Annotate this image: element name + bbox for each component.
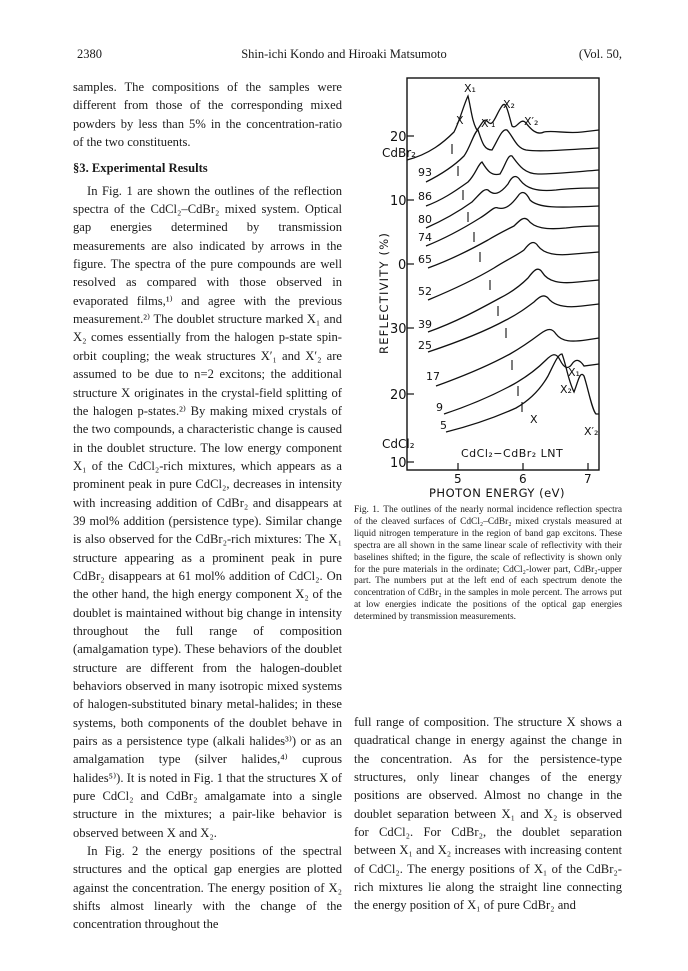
cdcl2-label: CdCl₂ (382, 437, 415, 451)
x-tick-label: 5 (454, 472, 462, 486)
peak-label-x2: X₂ (503, 98, 515, 111)
concentration-label: 5 (440, 419, 447, 432)
peak-label-x2-prime: X′₂ (524, 115, 539, 128)
figure-caption (354, 505, 622, 624)
caption-label: Fig. 1. (354, 505, 380, 515)
figure-1 (360, 70, 622, 502)
y-tick-label: 30 (390, 322, 407, 337)
results-paragraph-2: In Fig. 2 the energy positions of the spectral structures and the optical gap energies are plotted against the concentration. The energy position of X₂ shifts almost linearly with the change of the concentration throughout the (73, 844, 342, 932)
intro-paragraph: samples. The compositions of the samples were different from those of the corresponding mixed powders by less than 5% in the concentration-ratio of the two constituents. (73, 80, 342, 150)
results-paragraph-1: In Fig. 1 are shown the outlines of the reflection spectra of the CdCl₂–CdBr₂ mixed system. Optical gap energies determined by transmission measurements are also indicated by arrows in the figure. The spectra of the pure compounds are well resolved as compared with those observed in evaporated films,¹⁾ and agree with the previous measurement.²⁾ The doublet structure marked X₁ and X₂ comes essentially from the halogen p-state spin-orbit coupling; the weak structures X′₁ and X′₂ are assumed to be due to n=2 excitons; the additional structure X originates in the crystal-field splitting of the halogen p-states.²⁾ By making mixed crystals of the two compounds, a characteristic change is caused in the doublet structure. The low energy component X₁ of the CdCl₂-rich mixtures, which appears as a prominent peak in pure CdCl₂, decreases in intensity with increasing addition of CdBr₂ and disappears at 39 mol% addition (persistence type). Similar change is also observed for the CdBr₂-rich mixtures: The X₁ structure appearing as a prominent peak in pure CdBr₂ disappears at 61 mol% addition of CdCl₂. On the other hand, the high energy component X₂ of the doublet is maintained without big change in intensity throughout the full range of composition (amalgamation type). These behaviors of the doublet structure are different from the halogen-doublet behaviors observed in many isotropic mixed systems of halogen-substituted binary metal-halides; in these systems, both components of the doublet behave in pairs as a persistence type (alkali halides³⁾) or as an amalgamation type (silver halides,⁴⁾ cuprous halides⁵⁾). It is noted in Fig. 1 that the structures X of pure CdCl₂ and CdBr₂ amalgamate into a single structure in the mixtures; a pair-like behavior is observed between X and X₂. (73, 183, 342, 840)
caption-text: The outlines of the nearly normal incidence reflection spectra of the cleaved surfaces of CdCl₂–CdBr₂ mixed crystals measured at liquid nitrogen temperature in the region of band gap excitons. These spectra are all shown in the same linear scale of reflectivity with their baselines shifted; in the figure, the scale of reflectivity is shown only for the pure materials in the ordinate; CdCl₂-lower part, CdBr₂-upper part. The numbers put at the left end of each spectrum denote the concentration of CdBr₂ in the samples in mole percent. The arrows put at low energies indicate the positions of the optical gap energies determined by transmission measurements. (354, 505, 622, 623)
right-column (354, 713, 622, 915)
concentration-label: 65 (418, 253, 432, 266)
y-tick-label: 10 (390, 194, 407, 209)
concentration-label: 86 (418, 190, 432, 203)
gap-arrows (452, 144, 522, 412)
concentration-label: 93 (418, 166, 432, 179)
spectrum-curve (428, 218, 599, 268)
running-title: Shin-ichi Kondo and Hiroaki Matsumoto (241, 47, 447, 61)
y-tick-label: 0 (398, 258, 407, 273)
system-label: CdCl₂−CdBr₂ LNT (461, 447, 564, 460)
y-tick-label: 10 (390, 456, 407, 471)
right-paragraph: full range of composition. The structure X shows a quadratical change in energy against the change in the concentration. As for the persistence-type structures, only linear changes of the energy positions are observed. Almost no change in the doublet separation between X₁ and X₂ is observed for CdCl₂. For CdBr₂, the doublet separation between X₁ and X₂ increases with increasing content of CdCl₂. The energy positions of X₁ of the CdBr₂-rich mixtures lie along the straight line connecting the energy position of X₁ of pure CdBr₂ and (354, 715, 622, 913)
cdbr2-label: CdBr₂ (382, 146, 416, 160)
concentration-label: 9 (436, 401, 443, 414)
y-tick-label: 20 (390, 130, 407, 145)
peak-label-x: X (530, 413, 538, 426)
peak-label-x1-prime: X′₁ (481, 117, 496, 130)
concentration-label: 17 (426, 370, 440, 383)
left-column (73, 78, 342, 934)
concentration-label: 25 (418, 339, 432, 352)
peak-label-x1: X₁ (464, 82, 476, 95)
x-axis-title: PHOTON ENERGY (eV) (429, 486, 566, 500)
peak-label-x2: X₂ (560, 383, 572, 396)
spectrum-curve (428, 296, 599, 352)
concentration-label: 74 (418, 231, 432, 244)
y-tick-label: 20 (390, 388, 407, 403)
reflection-spectra-plot (360, 70, 622, 502)
x-tick-label: 7 (584, 472, 592, 486)
concentration-label: 80 (418, 213, 432, 226)
peak-label-x1: X₁ (568, 366, 580, 379)
volume-label: (Vol. 50, (578, 47, 622, 61)
spectrum-curve (426, 156, 599, 206)
section-heading: §3. Experimental Results (73, 161, 208, 176)
spectrum-curve (428, 269, 599, 332)
concentration-label: 52 (418, 285, 432, 298)
peak-label-x2-prime: X′₂ (584, 425, 599, 438)
peak-label-x: X (456, 114, 464, 127)
spectrum-curve (428, 243, 599, 300)
concentration-label: 39 (418, 318, 432, 331)
x-tick-label: 6 (519, 472, 527, 486)
running-header (0, 47, 688, 67)
page-number: 2380 (77, 47, 102, 61)
spectrum-curve-cdbr2 (407, 96, 599, 160)
y-axis-title: REFLECTIVITY (%) (377, 231, 391, 354)
spectrum-curve (426, 193, 599, 246)
